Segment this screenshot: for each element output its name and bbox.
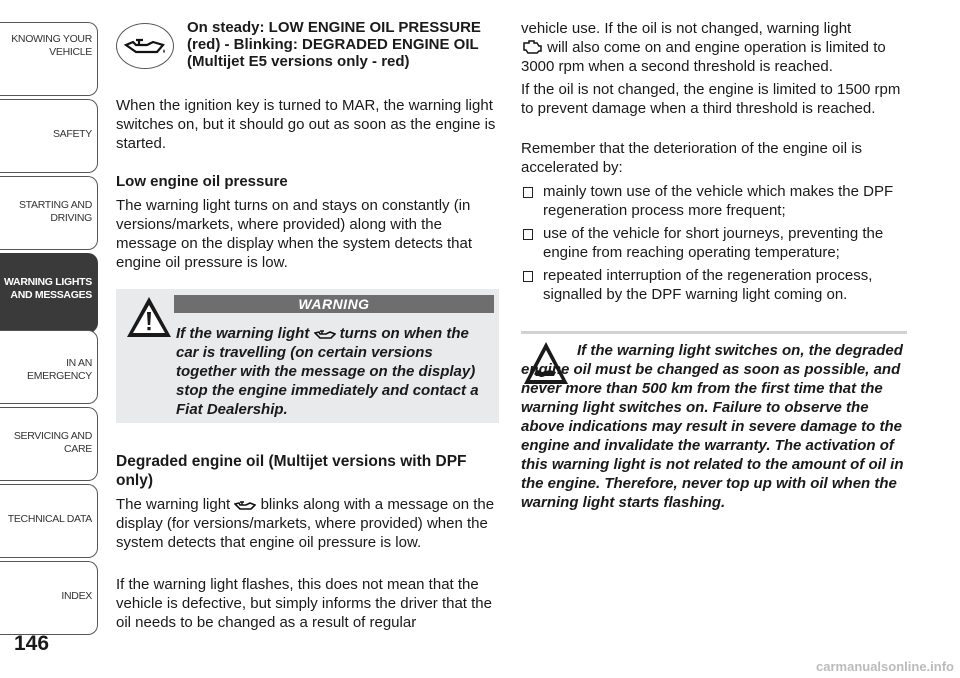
degraded-oil-note: If the warning light switches on, the degraded engine oil must be changed as soon as possible, and never more than 500 km from the first time that the warning light switches on. Failure to observe the above indications may result in severe damage to the engine and invalidate the warranty. The activation of this warning light is not related to the amount of oil in the engine. Therefore, never top up with oil when the warning light starts flashing. <box>521 342 904 511</box>
intro-text: When the ignition key is turned to MAR, the warning light switches on, but it should go out as soon as the engine is started. <box>116 97 496 152</box>
page-number: 146 <box>14 632 50 655</box>
deterioration-list <box>521 182 913 304</box>
subheading-low-oil: Low engine oil pressure <box>116 173 288 190</box>
section-heading: On steady: LOW ENGINE OIL PRESSURE (red) - Blinking: DEGRADED ENGINE OIL (Multijet E5 versions only - red) <box>187 19 481 70</box>
tab-safety[interactable]: SAFETY <box>0 99 98 173</box>
tab-knowing-your-vehicle[interactable]: KNOWING YOUR VEHICLE <box>0 22 98 96</box>
oil-pressure-icon-badge <box>116 23 174 69</box>
degraded-oil-paragraph: The warning light blinks along with a message on the display (for versions/markets, where provided) when the system detects that engine oil pressure is low. <box>116 496 495 551</box>
list-item: use of the vehicle for short journeys, preventing the engine from reaching operating temperature; <box>521 224 913 262</box>
note-divider <box>521 331 907 334</box>
tab-index[interactable]: INDEX <box>0 561 98 635</box>
list-item: repeated interruption of the regeneration process, signalled by the DPF warning light coming on. <box>521 266 913 304</box>
tab-starting-and-driving[interactable]: STARTING AND DRIVING <box>0 176 98 250</box>
flash-explanation-paragraph: If the warning light flashes, this does not mean that the vehicle is defective, but simply informs the driver that the oil needs to be changed as a result of regular <box>116 576 492 631</box>
warning-text: If the warning light turns on when the car is travelling (on certain versions together with the message on the display) stop the engine immediately and contact a Fiat Dealership. <box>176 325 479 418</box>
tab-technical-data[interactable]: TECHNICAL DATA <box>0 484 98 558</box>
tab-warning-lights-and-messages[interactable]: WARNING LIGHTS AND MESSAGES <box>0 253 98 333</box>
oil-change-paragraph: vehicle use. If the oil is not changed, warning light will also come on and engine operation is limited to 3000 rpm when a second threshold is reached. <box>521 20 886 75</box>
list-item: mainly town use of the vehicle which makes the DPF regeneration process more frequent; <box>521 182 913 220</box>
tab-in-an-emergency[interactable]: IN AN EMERGENCY <box>0 330 98 404</box>
warning-label: WARNING <box>174 295 494 313</box>
oil-can-icon <box>117 24 173 68</box>
tab-servicing-and-care[interactable]: SERVICING AND CARE <box>0 407 98 481</box>
footer-watermark: carmanualsonline.info <box>816 659 954 674</box>
deterioration-paragraph: Remember that the deterioration of the engine oil is accelerated by: <box>521 140 863 176</box>
engine-warning-inline-icon <box>521 39 543 55</box>
low-oil-paragraph: The warning light turns on and stays on constantly (in versions/markets, where provided) along with the message on the display when the system detects that engine oil pressure is low. <box>116 197 473 271</box>
oil-can-inline-icon-2 <box>234 498 256 512</box>
oil-can-inline-icon <box>314 327 336 341</box>
subheading-degraded-oil: Degraded engine oil (Multijet versions with DPF only) <box>116 453 467 489</box>
rpm-limit-paragraph: If the oil is not changed, the engine is limited to 1500 rpm to prevent damage when a third threshold is reached. <box>521 81 901 117</box>
